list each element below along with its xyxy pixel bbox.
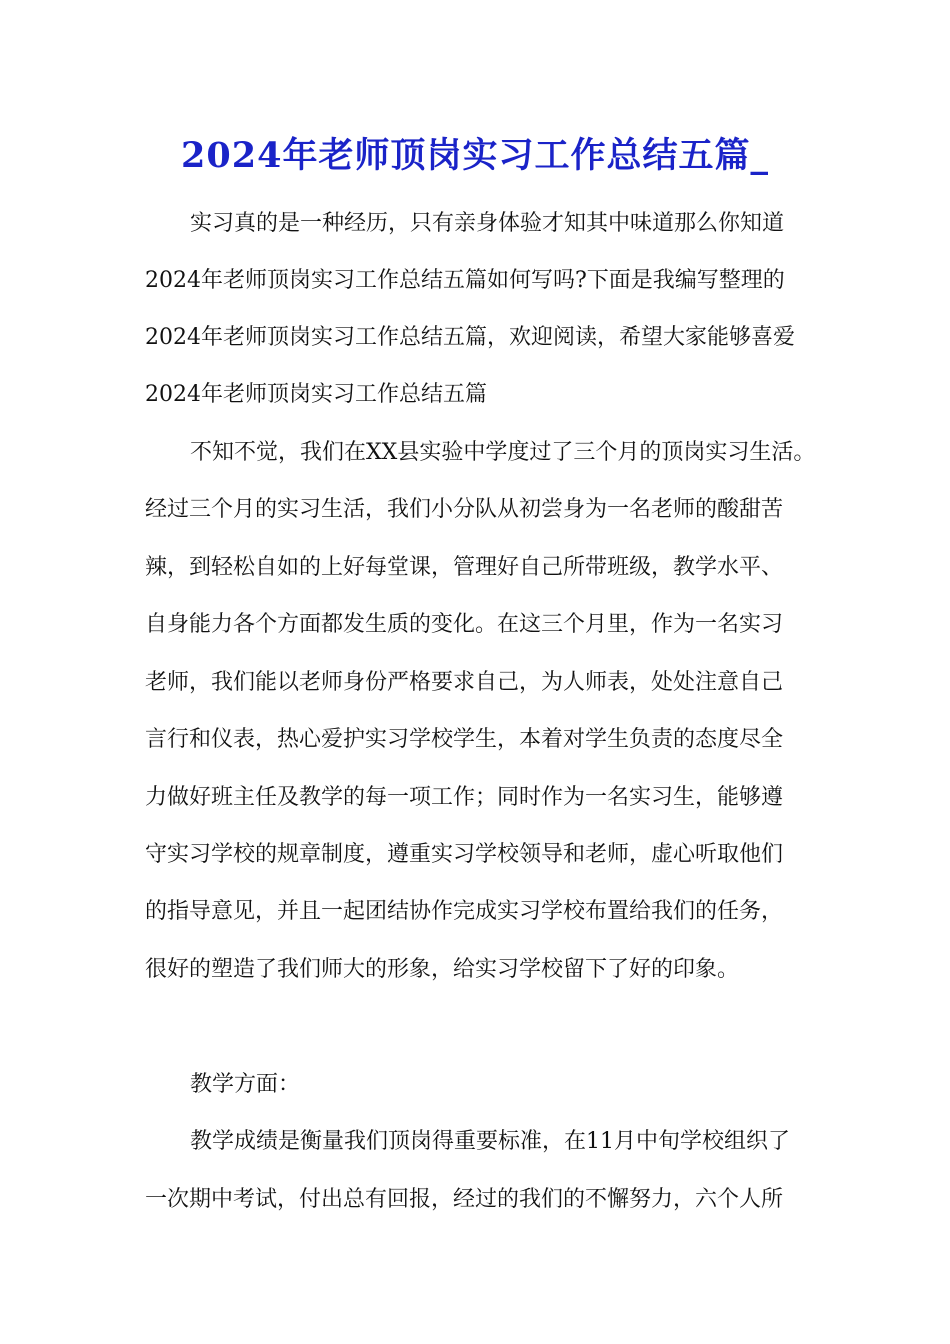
body-line-2: 经过三个月的实习生活，我们小分队从初尝身为一名老师的酸甜苦 bbox=[145, 497, 784, 522]
section-line-2: 一次期中考试，付出总有回报，经过的我们的不懈努力，六个人所 bbox=[145, 1187, 784, 1212]
intro-line-4: 2024年老师顶岗实习工作总结五篇 bbox=[145, 382, 487, 407]
body-line-6: 言行和仪表，热心爱护实习学校学生，本着对学生负责的态度尽全 bbox=[145, 727, 784, 752]
body-line-3: 辣，到轻松自如的上好每堂课，管理好自己所带班级，教学水平、 bbox=[145, 555, 784, 580]
section-line-1: 教学成绩是衡量我们顶岗得重要标准，在11月中旬学校组织了 bbox=[190, 1129, 790, 1154]
section-heading: 教学方面： bbox=[190, 1072, 301, 1097]
body-line-8: 守实习学校的规章制度，遵重实习学校领导和老师，虚心听取他们 bbox=[145, 842, 784, 867]
body-line-9: 的指导意见，并且一起团结协作完成实习学校布置给我们的任务， bbox=[145, 899, 784, 924]
intro-line-3: 2024年老师顶岗实习工作总结五篇，欢迎阅读，希望大家能够喜爱 bbox=[145, 325, 795, 350]
document-title: 2024年老师顶岗实习工作总结五篇_ bbox=[181, 135, 769, 176]
body-line-1: 不知不觉，我们在XX县实验中学度过了三个月的顶岗实习生活。 bbox=[190, 440, 816, 465]
body-line-4: 自身能力各个方面都发生质的变化。在这三个月里，作为一名实习 bbox=[145, 612, 784, 637]
intro-line-2: 2024年老师顶岗实习工作总结五篇如何写吗?下面是我编写整理的 bbox=[145, 268, 785, 293]
body-line-10: 很好的塑造了我们师大的形象，给实习学校留下了好的印象。 bbox=[145, 957, 740, 982]
intro-line-1: 实习真的是一种经历，只有亲身体验才知其中味道那么你知道 bbox=[190, 211, 785, 236]
body-line-7: 力做好班主任及教学的每一项工作；同时作为一名实习生，能够遵 bbox=[145, 785, 784, 810]
body-line-5: 老师，我们能以老师身份严格要求自己，为人师表，处处注意自己 bbox=[145, 670, 784, 695]
